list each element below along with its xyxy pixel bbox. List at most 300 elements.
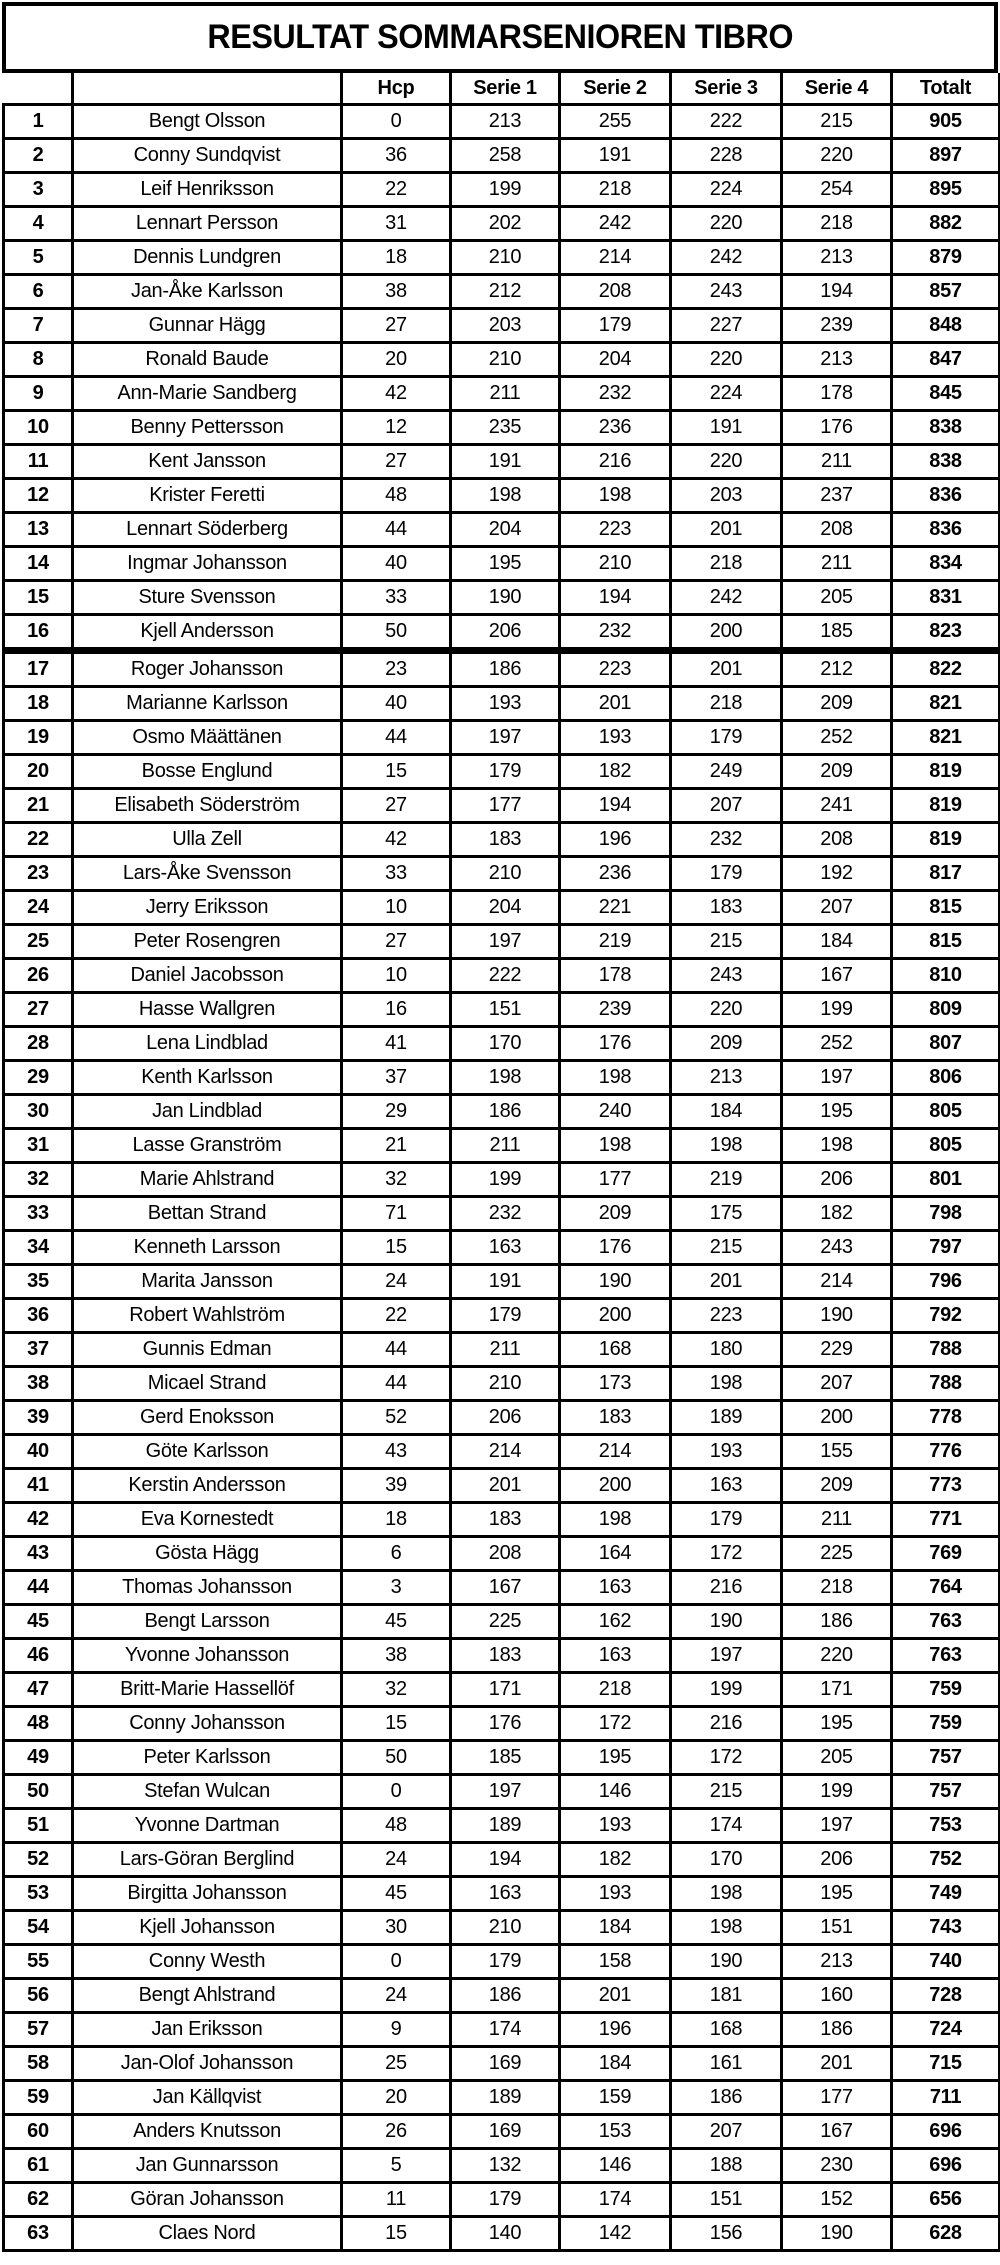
serie3-cell: 215: [671, 1775, 782, 1809]
table-row: [4, 1945, 1000, 1979]
serie2-cell: 201: [560, 687, 671, 721]
serie4-cell: 195: [782, 1707, 892, 1741]
name-cell: Bengt Olsson: [73, 105, 342, 139]
rank-cell: 3: [4, 173, 73, 207]
name-cell: Göran Johansson: [73, 2183, 342, 2217]
hcp-cell: 41: [342, 1027, 451, 1061]
name-cell: Kenth Karlsson: [73, 1061, 342, 1095]
rank-cell: 43: [4, 1537, 73, 1571]
serie2-cell: 214: [560, 1435, 671, 1469]
rank-cell: 60: [4, 2115, 73, 2149]
serie4-cell: 194: [782, 275, 892, 309]
table-row: [4, 309, 1000, 343]
name-cell: Ann-Marie Sandberg: [73, 377, 342, 411]
serie2-cell: 162: [560, 1605, 671, 1639]
serie2-cell: 204: [560, 343, 671, 377]
serie3-cell: 218: [671, 687, 782, 721]
serie1-cell: 151: [451, 993, 560, 1027]
table-row: [4, 789, 1000, 823]
serie2-cell: 210: [560, 547, 671, 581]
serie4-cell: 177: [782, 2081, 892, 2115]
hcp-cell: 22: [342, 173, 451, 207]
serie4-cell: 220: [782, 139, 892, 173]
serie2-cell: 172: [560, 1707, 671, 1741]
name-cell: Conny Johansson: [73, 1707, 342, 1741]
serie4-cell: 218: [782, 1571, 892, 1605]
table-row: [4, 1571, 1000, 1605]
serie2-cell: 218: [560, 173, 671, 207]
serie1-cell: 195: [451, 547, 560, 581]
serie4-cell: 206: [782, 1843, 892, 1877]
name-cell: Jan Eriksson: [73, 2013, 342, 2047]
table-row: [4, 547, 1000, 581]
serie1-cell: 179: [451, 1299, 560, 1333]
name-cell: Conny Sundqvist: [73, 139, 342, 173]
serie3-cell: 174: [671, 1809, 782, 1843]
serie1-cell: 176: [451, 1707, 560, 1741]
serie2-cell: 182: [560, 755, 671, 789]
rank-cell: 17: [4, 651, 73, 687]
total-cell: 819: [892, 755, 1000, 789]
serie4-cell: 198: [782, 1129, 892, 1163]
rank-cell: 2: [4, 139, 73, 173]
rank-cell: 52: [4, 1843, 73, 1877]
total-cell: 815: [892, 891, 1000, 925]
serie3-cell: 184: [671, 1095, 782, 1129]
name-cell: Ingmar Johansson: [73, 547, 342, 581]
rank-cell: 41: [4, 1469, 73, 1503]
header-serie2: Serie 2: [560, 73, 671, 105]
rank-cell: 45: [4, 1605, 73, 1639]
hcp-cell: 20: [342, 2081, 451, 2115]
table-row: [4, 1163, 1000, 1197]
total-cell: 806: [892, 1061, 1000, 1095]
serie3-cell: 168: [671, 2013, 782, 2047]
table-body: [4, 105, 1000, 2251]
rank-cell: 62: [4, 2183, 73, 2217]
serie1-cell: 202: [451, 207, 560, 241]
serie4-cell: 152: [782, 2183, 892, 2217]
name-cell: Lena Lindblad: [73, 1027, 342, 1061]
rank-cell: 54: [4, 1911, 73, 1945]
hcp-cell: 10: [342, 891, 451, 925]
name-cell: Jan Gunnarsson: [73, 2149, 342, 2183]
total-cell: 778: [892, 1401, 1000, 1435]
serie1-cell: 186: [451, 1979, 560, 2013]
serie3-cell: 180: [671, 1333, 782, 1367]
serie2-cell: 232: [560, 615, 671, 651]
hcp-cell: 21: [342, 1129, 451, 1163]
total-cell: 711: [892, 2081, 1000, 2115]
serie4-cell: 212: [782, 651, 892, 687]
serie1-cell: 204: [451, 513, 560, 547]
serie4-cell: 211: [782, 1503, 892, 1537]
name-cell: Stefan Wulcan: [73, 1775, 342, 1809]
total-cell: 809: [892, 993, 1000, 1027]
name-cell: Kenneth Larsson: [73, 1231, 342, 1265]
serie1-cell: 177: [451, 789, 560, 823]
rank-cell: 50: [4, 1775, 73, 1809]
serie1-cell: 206: [451, 1401, 560, 1435]
serie3-cell: 161: [671, 2047, 782, 2081]
total-cell: 771: [892, 1503, 1000, 1537]
serie3-cell: 220: [671, 445, 782, 479]
header-serie4: Serie 4: [782, 73, 892, 105]
rank-cell: 13: [4, 513, 73, 547]
total-cell: 797: [892, 1231, 1000, 1265]
serie3-cell: 219: [671, 1163, 782, 1197]
serie2-cell: 221: [560, 891, 671, 925]
table-row: [4, 959, 1000, 993]
serie1-cell: 140: [451, 2217, 560, 2251]
total-cell: 769: [892, 1537, 1000, 1571]
hcp-cell: 0: [342, 1775, 451, 1809]
total-cell: 715: [892, 2047, 1000, 2081]
table-row: [4, 1639, 1000, 1673]
table-row: [4, 207, 1000, 241]
serie4-cell: 252: [782, 721, 892, 755]
table-row: [4, 1605, 1000, 1639]
rank-cell: 25: [4, 925, 73, 959]
name-cell: Jan-Olof Johansson: [73, 2047, 342, 2081]
hcp-cell: 18: [342, 1503, 451, 1537]
serie4-cell: 182: [782, 1197, 892, 1231]
hcp-cell: 10: [342, 959, 451, 993]
serie4-cell: 171: [782, 1673, 892, 1707]
serie2-cell: 193: [560, 1809, 671, 1843]
name-cell: Ulla Zell: [73, 823, 342, 857]
total-cell: 810: [892, 959, 1000, 993]
name-cell: Bosse Englund: [73, 755, 342, 789]
serie1-cell: 179: [451, 755, 560, 789]
serie2-cell: 163: [560, 1571, 671, 1605]
name-cell: Robert Wahlström: [73, 1299, 342, 1333]
serie1-cell: 211: [451, 377, 560, 411]
hcp-cell: 45: [342, 1605, 451, 1639]
serie4-cell: 214: [782, 1265, 892, 1299]
serie1-cell: 213: [451, 105, 560, 139]
serie3-cell: 190: [671, 1945, 782, 1979]
header-hcp: Hcp: [342, 73, 451, 105]
serie1-cell: 206: [451, 615, 560, 651]
hcp-cell: 40: [342, 687, 451, 721]
table-row: [4, 1503, 1000, 1537]
serie3-cell: 172: [671, 1741, 782, 1775]
rank-cell: 59: [4, 2081, 73, 2115]
total-cell: 696: [892, 2149, 1000, 2183]
header-rank: [4, 73, 73, 105]
table-row: [4, 1129, 1000, 1163]
serie2-cell: 193: [560, 721, 671, 755]
table-row: [4, 139, 1000, 173]
hcp-cell: 0: [342, 1945, 451, 1979]
serie3-cell: 201: [671, 651, 782, 687]
name-cell: Marie Ahlstrand: [73, 1163, 342, 1197]
table-row: [4, 1741, 1000, 1775]
total-cell: 743: [892, 1911, 1000, 1945]
serie4-cell: 209: [782, 687, 892, 721]
page-title: [2, 2, 998, 73]
serie2-cell: 194: [560, 581, 671, 615]
name-cell: Conny Westh: [73, 1945, 342, 1979]
serie2-cell: 236: [560, 857, 671, 891]
table-row: [4, 857, 1000, 891]
serie4-cell: 254: [782, 173, 892, 207]
serie4-cell: 178: [782, 377, 892, 411]
serie2-cell: 198: [560, 479, 671, 513]
serie3-cell: 223: [671, 1299, 782, 1333]
hcp-cell: 26: [342, 2115, 451, 2149]
hcp-cell: 32: [342, 1163, 451, 1197]
table-row: [4, 2081, 1000, 2115]
serie3-cell: 249: [671, 755, 782, 789]
serie1-cell: 232: [451, 1197, 560, 1231]
serie4-cell: 237: [782, 479, 892, 513]
hcp-cell: 12: [342, 411, 451, 445]
total-cell: 815: [892, 925, 1000, 959]
total-cell: 752: [892, 1843, 1000, 1877]
total-cell: 807: [892, 1027, 1000, 1061]
serie4-cell: 211: [782, 547, 892, 581]
serie4-cell: 213: [782, 343, 892, 377]
table-row: [4, 581, 1000, 615]
serie1-cell: 189: [451, 1809, 560, 1843]
serie4-cell: 213: [782, 241, 892, 275]
serie3-cell: 163: [671, 1469, 782, 1503]
hcp-cell: 48: [342, 479, 451, 513]
name-cell: Hasse Wallgren: [73, 993, 342, 1027]
serie4-cell: 208: [782, 823, 892, 857]
table-row: [4, 1673, 1000, 1707]
header-total: Totalt: [892, 73, 1000, 105]
serie2-cell: 159: [560, 2081, 671, 2115]
total-cell: 834: [892, 547, 1000, 581]
rank-cell: 26: [4, 959, 73, 993]
total-cell: 905: [892, 105, 1000, 139]
hcp-cell: 27: [342, 925, 451, 959]
serie2-cell: 146: [560, 1775, 671, 1809]
table-row: [4, 1095, 1000, 1129]
name-cell: Lars-Göran Berglind: [73, 1843, 342, 1877]
serie1-cell: 163: [451, 1231, 560, 1265]
table-row: [4, 651, 1000, 687]
serie3-cell: 189: [671, 1401, 782, 1435]
hcp-cell: 39: [342, 1469, 451, 1503]
serie4-cell: 211: [782, 445, 892, 479]
total-cell: 819: [892, 789, 1000, 823]
serie1-cell: 132: [451, 2149, 560, 2183]
total-cell: 788: [892, 1333, 1000, 1367]
serie1-cell: 194: [451, 1843, 560, 1877]
name-cell: Kjell Johansson: [73, 1911, 342, 1945]
serie1-cell: 214: [451, 1435, 560, 1469]
total-cell: 838: [892, 411, 1000, 445]
serie1-cell: 210: [451, 1367, 560, 1401]
rank-cell: 40: [4, 1435, 73, 1469]
table-row: [4, 1027, 1000, 1061]
serie1-cell: 203: [451, 309, 560, 343]
name-cell: Kent Jansson: [73, 445, 342, 479]
rank-cell: 30: [4, 1095, 73, 1129]
serie3-cell: 198: [671, 1367, 782, 1401]
serie3-cell: 198: [671, 1911, 782, 1945]
serie1-cell: 167: [451, 1571, 560, 1605]
rank-cell: 8: [4, 343, 73, 377]
serie4-cell: 195: [782, 1095, 892, 1129]
serie4-cell: 184: [782, 925, 892, 959]
serie2-cell: 182: [560, 1843, 671, 1877]
table-row: [4, 2183, 1000, 2217]
table-row: [4, 615, 1000, 651]
total-cell: 805: [892, 1095, 1000, 1129]
total-cell: 749: [892, 1877, 1000, 1911]
serie4-cell: 220: [782, 1639, 892, 1673]
table-row: [4, 1537, 1000, 1571]
rank-cell: 51: [4, 1809, 73, 1843]
serie3-cell: 188: [671, 2149, 782, 2183]
serie1-cell: 201: [451, 1469, 560, 1503]
serie4-cell: 230: [782, 2149, 892, 2183]
serie1-cell: 183: [451, 1503, 560, 1537]
total-cell: 838: [892, 445, 1000, 479]
serie1-cell: 183: [451, 1639, 560, 1673]
name-cell: Micael Strand: [73, 1367, 342, 1401]
table-row: [4, 1231, 1000, 1265]
serie3-cell: 179: [671, 857, 782, 891]
serie4-cell: 185: [782, 615, 892, 651]
total-cell: 753: [892, 1809, 1000, 1843]
table-row: [4, 1979, 1000, 2013]
serie3-cell: 228: [671, 139, 782, 173]
serie3-cell: 242: [671, 241, 782, 275]
hcp-cell: 38: [342, 1639, 451, 1673]
serie4-cell: 213: [782, 1945, 892, 1979]
hcp-cell: 44: [342, 1333, 451, 1367]
table-row: [4, 755, 1000, 789]
table-row: [4, 275, 1000, 309]
rank-cell: 63: [4, 2217, 73, 2251]
serie3-cell: 198: [671, 1877, 782, 1911]
serie1-cell: 210: [451, 857, 560, 891]
hcp-cell: 37: [342, 1061, 451, 1095]
total-cell: 792: [892, 1299, 1000, 1333]
serie1-cell: 197: [451, 1775, 560, 1809]
table-row: [4, 1707, 1000, 1741]
table-row: [4, 1197, 1000, 1231]
table-row: [4, 2047, 1000, 2081]
table-row: [4, 1265, 1000, 1299]
name-cell: Leif Henriksson: [73, 173, 342, 207]
serie2-cell: 200: [560, 1469, 671, 1503]
serie2-cell: 146: [560, 2149, 671, 2183]
table-row: [4, 479, 1000, 513]
rank-cell: 7: [4, 309, 73, 343]
rank-cell: 22: [4, 823, 73, 857]
serie1-cell: 199: [451, 173, 560, 207]
serie4-cell: 207: [782, 891, 892, 925]
hcp-cell: 20: [342, 343, 451, 377]
serie2-cell: 177: [560, 1163, 671, 1197]
hcp-cell: 52: [342, 1401, 451, 1435]
serie1-cell: 225: [451, 1605, 560, 1639]
serie2-cell: 183: [560, 1401, 671, 1435]
serie1-cell: 222: [451, 959, 560, 993]
serie3-cell: 222: [671, 105, 782, 139]
table-row: [4, 1299, 1000, 1333]
serie2-cell: 193: [560, 1877, 671, 1911]
serie3-cell: 218: [671, 547, 782, 581]
rank-cell: 19: [4, 721, 73, 755]
serie4-cell: 205: [782, 1741, 892, 1775]
serie3-cell: 201: [671, 513, 782, 547]
table-row: [4, 891, 1000, 925]
serie4-cell: 201: [782, 2047, 892, 2081]
name-cell: Göte Karlsson: [73, 1435, 342, 1469]
total-cell: 831: [892, 581, 1000, 615]
serie1-cell: 171: [451, 1673, 560, 1707]
header-serie1: Serie 1: [451, 73, 560, 105]
serie3-cell: 198: [671, 1129, 782, 1163]
rank-cell: 5: [4, 241, 73, 275]
table-row: [4, 2149, 1000, 2183]
rank-cell: 24: [4, 891, 73, 925]
hcp-cell: 0: [342, 105, 451, 139]
rank-cell: 35: [4, 1265, 73, 1299]
hcp-cell: 30: [342, 1911, 451, 1945]
total-cell: 847: [892, 343, 1000, 377]
table-row: [4, 1333, 1000, 1367]
serie4-cell: 208: [782, 513, 892, 547]
serie2-cell: 208: [560, 275, 671, 309]
name-cell: Jan Källqvist: [73, 2081, 342, 2115]
serie3-cell: 242: [671, 581, 782, 615]
serie2-cell: 198: [560, 1129, 671, 1163]
serie1-cell: 197: [451, 925, 560, 959]
name-cell: Kerstin Andersson: [73, 1469, 342, 1503]
serie3-cell: 220: [671, 993, 782, 1027]
name-cell: Sture Svensson: [73, 581, 342, 615]
rank-cell: 4: [4, 207, 73, 241]
hcp-cell: 15: [342, 1707, 451, 1741]
table-row: [4, 721, 1000, 755]
hcp-cell: 9: [342, 2013, 451, 2047]
serie2-cell: 195: [560, 1741, 671, 1775]
serie4-cell: 190: [782, 1299, 892, 1333]
table-row: [4, 173, 1000, 207]
table-row: [4, 2217, 1000, 2251]
hcp-cell: 16: [342, 993, 451, 1027]
serie4-cell: 252: [782, 1027, 892, 1061]
rank-cell: 32: [4, 1163, 73, 1197]
serie4-cell: 209: [782, 1469, 892, 1503]
serie4-cell: 186: [782, 1605, 892, 1639]
serie1-cell: 170: [451, 1027, 560, 1061]
table-row: [4, 1911, 1000, 1945]
hcp-cell: 45: [342, 1877, 451, 1911]
table-row: [4, 1401, 1000, 1435]
hcp-cell: 31: [342, 207, 451, 241]
serie4-cell: 176: [782, 411, 892, 445]
header-serie3: Serie 3: [671, 73, 782, 105]
name-cell: Eva Kornestedt: [73, 1503, 342, 1537]
serie4-cell: 229: [782, 1333, 892, 1367]
serie4-cell: 199: [782, 1775, 892, 1809]
hcp-cell: 5: [342, 2149, 451, 2183]
serie3-cell: 232: [671, 823, 782, 857]
hcp-cell: 33: [342, 581, 451, 615]
rank-cell: 53: [4, 1877, 73, 1911]
table-row: [4, 2115, 1000, 2149]
